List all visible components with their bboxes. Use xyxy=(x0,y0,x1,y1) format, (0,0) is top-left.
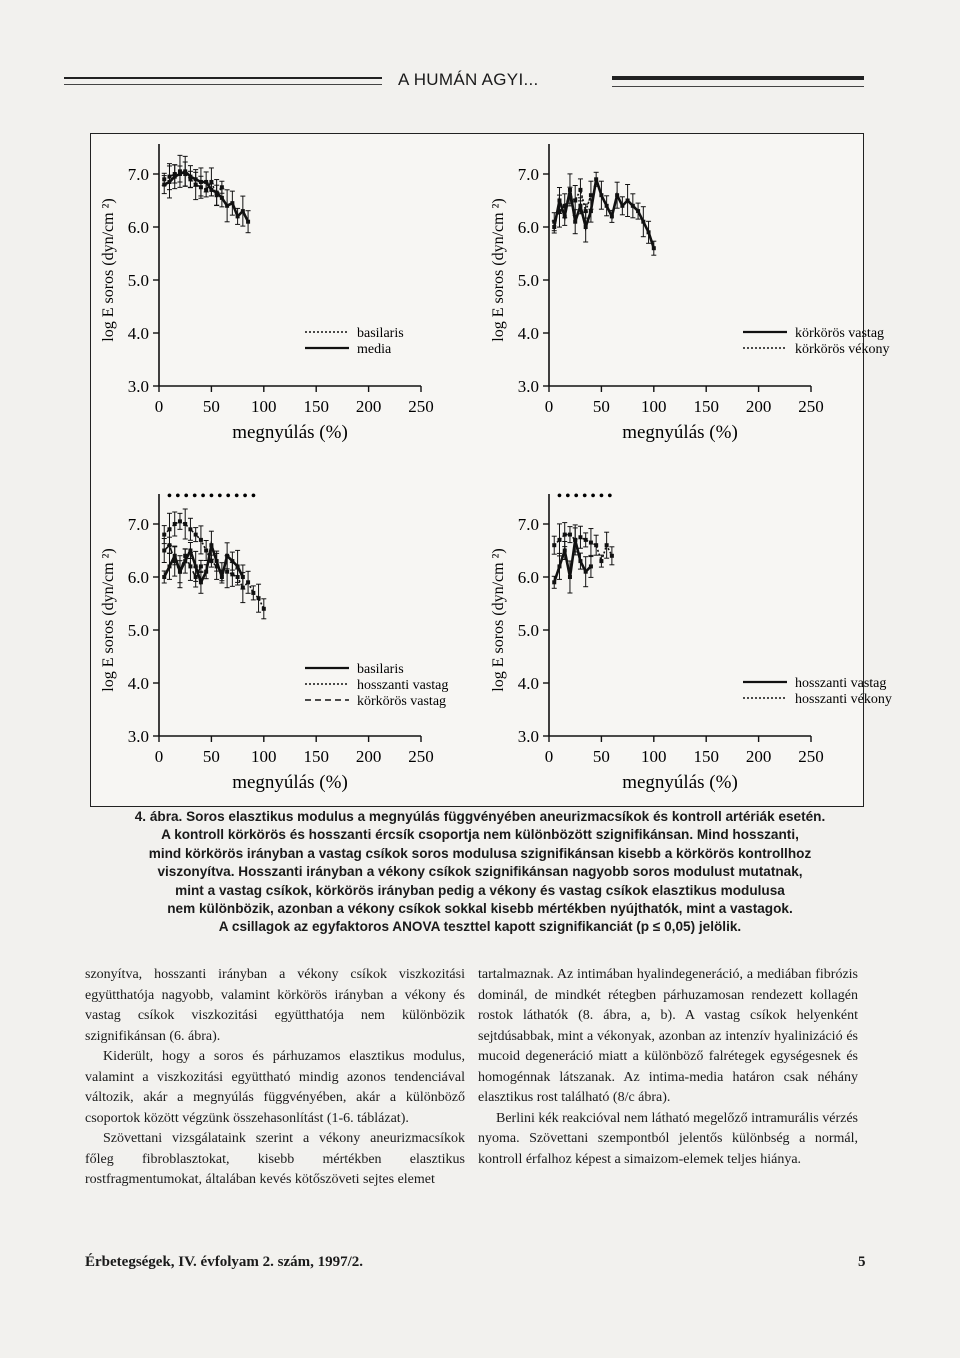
y-tick-label: 5.0 xyxy=(517,271,539,290)
legend-label: basilaris xyxy=(357,326,404,341)
x-tick-label: 150 xyxy=(693,747,719,766)
data-point xyxy=(578,204,582,208)
data-point xyxy=(199,580,203,584)
data-point xyxy=(563,204,567,208)
caption-line: nem különbözik, azonban a vékony csíkok sokkal kisebb mértékben nyújthatók, mint a vastagok. xyxy=(167,901,793,917)
data-point xyxy=(194,575,198,579)
x-tick-label: 150 xyxy=(693,397,719,416)
data-point xyxy=(167,543,171,547)
data-point xyxy=(194,533,198,537)
data-point xyxy=(605,543,609,547)
data-point xyxy=(568,533,572,537)
data-point xyxy=(209,188,213,192)
y-tick-label: 6.0 xyxy=(127,218,149,237)
chart-panel-3 xyxy=(91,484,471,819)
data-point xyxy=(183,554,187,558)
data-point xyxy=(589,564,593,568)
x-axis-title: megnyúlás (%) xyxy=(232,772,348,793)
legend-label: körkörös vékony xyxy=(795,342,890,357)
paragraph: tartalmaznak. Az intimában hyalindegeneráció, a mediában fibrózis dominál, de mindkét rétegben párhuzamosan rendezett kollagén rostok láthatók (8. ábra, a, b). A vastag csíkok helyenként sejtdúsabbak, mint a vékonyak, azonban az intenzív hyalinizáció és mucoid degeneráció miatt a különböző falrétegek egységesnek és homogénnak látszanak. Az intima-media határon csak néhány elasztikus rost található (8/c ábra). xyxy=(478,967,858,1105)
data-point xyxy=(236,564,240,568)
caption-line: A csillagok az egyfaktoros ANOVA teszttel kapott szignifikanciát (p ≤ 0,05) jelölik. xyxy=(218,919,742,935)
y-tick-label: 7.0 xyxy=(517,515,539,534)
data-point xyxy=(162,533,166,537)
x-tick-label: 200 xyxy=(745,747,772,766)
legend-label: hosszanti vastag xyxy=(357,678,449,693)
x-tick-label: 50 xyxy=(202,397,220,416)
x-tick-label: 100 xyxy=(641,747,667,766)
y-tick-label: 6.0 xyxy=(517,218,539,237)
chart-svg xyxy=(481,484,892,814)
y-tick-label: 3.0 xyxy=(517,727,539,746)
y-tick-label: 3.0 xyxy=(517,377,539,396)
x-tick-label: 250 xyxy=(798,397,824,416)
y-tick-label: 4.0 xyxy=(517,324,539,343)
y-tick-label: 4.0 xyxy=(127,324,149,343)
data-point xyxy=(204,180,208,184)
body-column-left xyxy=(85,965,465,1191)
data-point xyxy=(162,575,166,579)
data-point xyxy=(652,246,656,250)
y-axis-title: log E soros (dyn/cm ²) xyxy=(100,198,117,342)
y-tick-label: 6.0 xyxy=(517,568,539,587)
y-tick-label: 7.0 xyxy=(127,165,149,184)
data-point xyxy=(636,209,640,213)
chart-panel-4 xyxy=(481,484,892,819)
data-point xyxy=(162,549,166,553)
header-rule-right-thin xyxy=(612,86,864,87)
data-point xyxy=(209,180,213,184)
data-point xyxy=(236,214,240,218)
data-point xyxy=(220,196,224,200)
data-point xyxy=(241,586,245,590)
x-tick-label: 250 xyxy=(798,747,824,766)
x-tick-label: 100 xyxy=(641,397,667,416)
data-point xyxy=(610,554,614,558)
data-point xyxy=(589,193,593,197)
data-point xyxy=(557,564,561,568)
data-point xyxy=(209,543,213,547)
y-tick-label: 3.0 xyxy=(127,377,149,396)
x-tick-label: 250 xyxy=(408,747,434,766)
y-tick-label: 3.0 xyxy=(127,727,149,746)
x-tick-label: 0 xyxy=(154,397,164,416)
paragraph: Szövettani vizsgálataink szerint a vékony aneurizmacsíkok főleg fibroblasztokat, kisebb mértékben elasztikus rostfragmentumokat, általában kevés kötőszöveti sejtes elemet xyxy=(85,1131,465,1187)
caption-line: 4. ábra. Soros elasztikus modulus a megnyúlás függvényében aneurizmacsíkok és kontroll artériák esetén. xyxy=(134,809,826,824)
data-point xyxy=(204,549,208,553)
y-tick-label: 7.0 xyxy=(517,165,539,184)
data-point xyxy=(167,564,171,568)
data-point xyxy=(594,543,598,547)
y-tick-label: 5.0 xyxy=(517,621,539,640)
data-point xyxy=(599,193,603,197)
x-tick-label: 200 xyxy=(745,397,772,416)
x-axis-title: megnyúlás (%) xyxy=(622,772,738,793)
chart-panel-1 xyxy=(91,134,471,469)
data-point xyxy=(631,204,635,208)
chart-svg xyxy=(91,134,471,464)
caption-line: mind körkörös irányban a vastag csíkok soros modulusa szignifikánsan kisebb a körkörös kontrollhoz xyxy=(148,845,812,861)
legend-label: media xyxy=(357,342,392,357)
data-point xyxy=(225,570,229,574)
data-point xyxy=(251,591,255,595)
data-point xyxy=(162,183,166,187)
data-point xyxy=(225,204,229,208)
legend-label: körkörös vastag xyxy=(795,326,885,341)
x-tick-label: 50 xyxy=(592,747,610,766)
data-point xyxy=(183,522,187,526)
x-tick-label: 100 xyxy=(251,747,277,766)
data-point xyxy=(183,169,187,173)
data-point xyxy=(220,570,224,574)
figure-caption xyxy=(85,808,875,937)
data-point xyxy=(641,220,645,224)
data-point xyxy=(584,225,588,229)
data-point xyxy=(199,538,203,542)
data-point xyxy=(594,177,598,181)
chart-svg xyxy=(481,134,890,464)
data-point xyxy=(230,201,234,205)
y-tick-label: 5.0 xyxy=(127,271,149,290)
x-tick-label: 200 xyxy=(355,397,382,416)
page-number: 5 xyxy=(858,1254,866,1270)
data-point xyxy=(178,519,182,523)
data-point xyxy=(199,564,203,568)
caption-line: A kontroll körkörös és hosszanti ércsík csoportja nem különbözött szignifikánsan. Mind hosszanti, xyxy=(161,827,799,843)
data-point xyxy=(552,580,556,584)
paragraph: Berlini kék reakcióval nem látható megelőző intramurális vérzés nyoma. Szövettani szempontból jelentős különbség a normál, kontroll érfalhoz képest a simaizom-elemek teljes hiánya. xyxy=(478,1110,858,1167)
body-column-right xyxy=(478,965,858,1170)
paragraph: Kiderült, hogy a soros és párhuzamos elasztikus modulus, valamint a viszkozitási együttható mindig azonos tendenciával változik, akár a megnyúlás függvényében, akár a különböző csoportok között végzünk összehasonlítást (1-6. táblázat). xyxy=(85,1049,465,1126)
x-tick-label: 0 xyxy=(154,747,164,766)
data-point xyxy=(573,220,577,224)
data-point xyxy=(647,230,651,234)
legend-label: hosszanti vastag xyxy=(795,676,887,691)
data-point xyxy=(573,538,577,542)
data-point xyxy=(552,220,556,224)
data-point xyxy=(557,538,561,542)
y-axis-title: log E soros (dyn/cm ²) xyxy=(100,548,117,692)
x-tick-label: 0 xyxy=(544,747,554,766)
y-tick-label: 4.0 xyxy=(517,674,539,693)
data-point xyxy=(262,607,266,611)
y-tick-label: 4.0 xyxy=(127,674,149,693)
data-point xyxy=(236,575,240,579)
figure-4-box xyxy=(90,133,892,807)
paragraph: szonyítva, hosszanti irányban a vékony csíkok viszkozitási együtthatója nagyobb, valamint körkörös irányban a vékony és vastag csíkok viszkozitási együtthatója nem különbözik szignifikánsan (6. ábra). xyxy=(85,967,465,1044)
x-tick-label: 200 xyxy=(355,747,382,766)
data-point xyxy=(188,564,192,568)
caption-line: mint a vastag csíkok, körkörös irányban pedig a vékony és vastag csíkok elasztikus modulusa xyxy=(175,882,785,898)
data-point xyxy=(552,543,556,547)
chart-panel-2 xyxy=(481,134,890,469)
data-point xyxy=(610,214,614,218)
header-rule-right xyxy=(612,76,864,80)
x-tick-label: 50 xyxy=(592,397,610,416)
data-point xyxy=(605,204,609,208)
x-tick-label: 150 xyxy=(303,397,329,416)
y-axis-title: log E soros (dyn/cm ²) xyxy=(490,198,507,342)
legend-label: körkörös vastag xyxy=(357,694,447,709)
data-point xyxy=(173,559,177,563)
data-point xyxy=(584,538,588,542)
x-tick-label: 100 xyxy=(251,397,277,416)
header-rule-left-thin xyxy=(64,84,382,85)
x-tick-label: 0 xyxy=(544,397,554,416)
header-rule-left xyxy=(64,77,382,79)
data-point xyxy=(584,570,588,574)
data-point xyxy=(209,559,213,563)
data-point xyxy=(615,193,619,197)
data-point xyxy=(188,527,192,531)
x-tick-label: 150 xyxy=(303,747,329,766)
y-tick-label: 7.0 xyxy=(127,515,149,534)
caption-line: viszonyítva. Hosszanti irányban a vékony csíkok szignifikánsan nagyobb soros modulust mutatnak, xyxy=(157,864,803,880)
data-point xyxy=(215,564,219,568)
data-point xyxy=(167,527,171,531)
data-point xyxy=(589,541,593,545)
data-point xyxy=(230,572,234,576)
significance-stars: • • • • • • • • • • • xyxy=(167,489,256,504)
data-point xyxy=(626,199,630,203)
legend-label: hosszanti vékony xyxy=(795,692,892,707)
data-point xyxy=(568,193,572,197)
data-point xyxy=(584,209,588,213)
data-point xyxy=(188,175,192,179)
x-axis-title: megnyúlás (%) xyxy=(232,422,348,443)
data-point xyxy=(178,172,182,176)
x-tick-label: 250 xyxy=(408,397,434,416)
y-tick-label: 6.0 xyxy=(127,568,149,587)
series-line xyxy=(164,545,243,582)
data-point xyxy=(578,559,582,563)
chart-svg xyxy=(91,484,471,814)
data-point xyxy=(573,199,577,203)
data-point xyxy=(241,209,245,213)
data-point xyxy=(620,204,624,208)
x-tick-label: 50 xyxy=(202,747,220,766)
data-point xyxy=(257,596,261,600)
y-tick-label: 5.0 xyxy=(127,621,149,640)
data-point xyxy=(215,191,219,195)
data-point xyxy=(199,180,203,184)
data-point xyxy=(568,575,572,579)
data-point xyxy=(563,533,567,537)
y-axis-title: log E soros (dyn/cm ²) xyxy=(490,548,507,692)
significance-stars: • • • • • • • xyxy=(557,489,613,504)
data-point xyxy=(167,180,171,184)
data-point xyxy=(578,188,582,192)
legend-label: basilaris xyxy=(357,662,404,677)
running-header-title: A HUMÁN AGYI... xyxy=(398,70,539,89)
data-point xyxy=(246,580,250,584)
x-axis-title: megnyúlás (%) xyxy=(622,422,738,443)
journal-footer: Érbetegségek, IV. évfolyam 2. szám, 1997/2. xyxy=(85,1254,364,1270)
data-point xyxy=(204,570,208,574)
data-point xyxy=(173,175,177,179)
data-point xyxy=(578,535,582,539)
data-point xyxy=(599,559,603,563)
data-point xyxy=(246,220,250,224)
data-point xyxy=(589,209,593,213)
data-point xyxy=(563,549,567,553)
data-point xyxy=(173,522,177,526)
data-point xyxy=(194,177,198,181)
data-point xyxy=(557,209,561,213)
data-point xyxy=(178,570,182,574)
